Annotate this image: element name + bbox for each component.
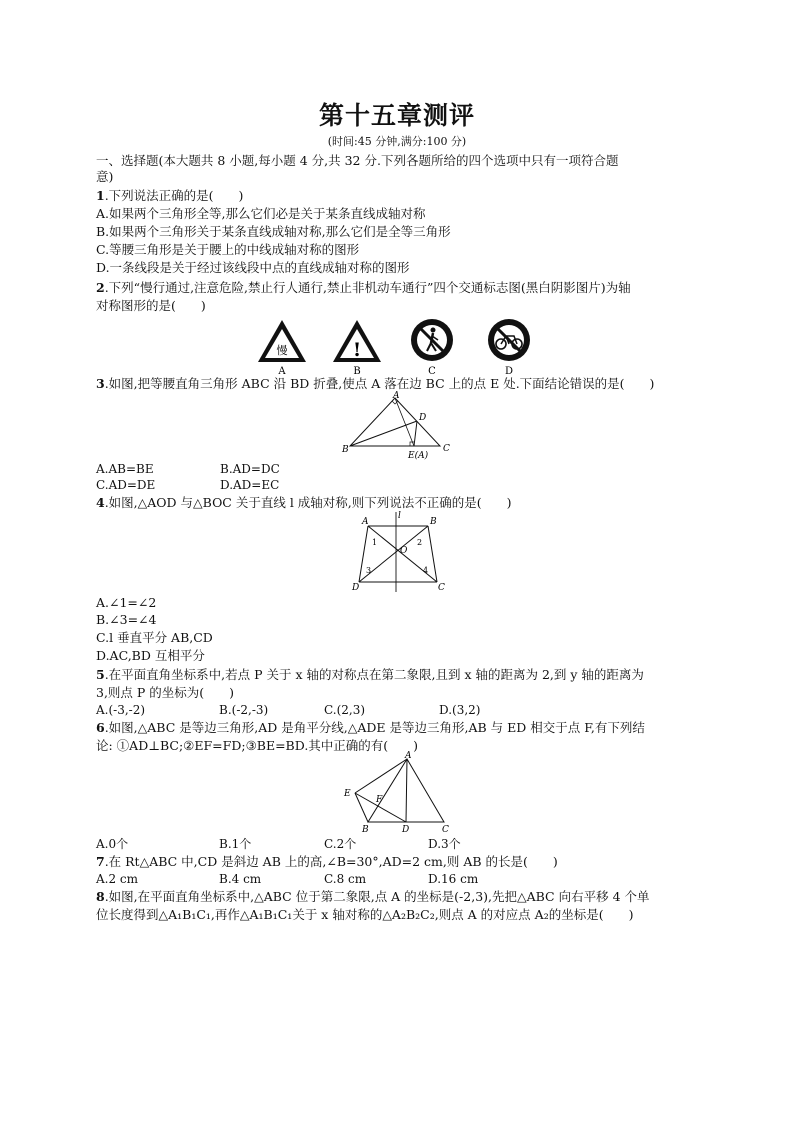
q1-number: 1 [96, 188, 105, 203]
q4-option-b: B.∠3=∠4 [96, 612, 157, 627]
q8-number: 8 [96, 889, 105, 904]
q7-option-d: D.16 cm [428, 872, 479, 886]
q4-label-a: A [362, 517, 369, 527]
q3-label-a: A [393, 391, 400, 401]
q1-option-b: B.如果两个三角形关于某条直线成轴对称,那么它们是全等三角形 [96, 224, 451, 239]
q4-label-1: 1 [372, 538, 378, 547]
q3-option-c: C.AD=DE [96, 478, 156, 492]
q6-stem-cont: 论: ①AD⊥BC;②EF=FD;③BE=BD.其中正确的有( ) [96, 738, 419, 753]
sign-no-bicycle [488, 319, 530, 361]
q7-stem-text: .在 Rt△ABC 中,CD 是斜边 AB 上的高,∠B=30°,AD=2 cm,则 AB 的长是( ) [104, 854, 558, 869]
sign-b-text: ! [352, 339, 362, 361]
q5-option-d: D.(3,2) [439, 703, 481, 717]
q6-number: 6 [96, 720, 105, 735]
q4-label-d: D [352, 583, 360, 593]
q4-option-c: C.l 垂直平分 AB,CD [96, 630, 213, 645]
traffic-signs-figure [250, 316, 550, 376]
page-subtitle: (时间:45 分钟,满分:100 分) [327, 135, 467, 148]
q3-number: 3 [96, 376, 105, 391]
q4-figure [348, 510, 448, 594]
q6-option-c: C.2个 [324, 837, 357, 851]
sign-label-a: A [278, 366, 286, 376]
q6-stem-text: .如图,△ABC 是等边三角形,AD 是角平分线,△ADE 是等边三角形,AB 与 ED 相交于点 F,有下列结 [104, 720, 645, 735]
q3-option-d: D.AD=EC [220, 478, 280, 492]
q2-stem [96, 280, 631, 296]
q7-stem [96, 854, 558, 870]
q5-number: 5 [96, 667, 105, 682]
q4-label-o: O [400, 546, 408, 556]
sign-no-pedestrian [411, 319, 453, 361]
q6-option-a: A.0个 [96, 837, 129, 851]
q6-label-c: C [442, 825, 449, 835]
q3-figure [338, 390, 458, 462]
q6-label-f: F [376, 795, 383, 805]
q7-option-c: C.8 cm [324, 872, 367, 886]
section-heading-cont: 意) [96, 169, 114, 184]
q8-stem-cont: 位长度得到△A₁B₁C₁,再作△A₁B₁C₁关于 x 轴对称的△A₂B₂C₂,则点 A 的对应点 A₂的坐标是( ) [96, 907, 634, 922]
q5-option-a: A.(-3,-2) [96, 703, 146, 717]
q4-label-4: 4 [423, 566, 429, 575]
q3-stem-text: .如图,把等腰直角三角形 ABC 沿 BD 折叠,使点 A 落在边 BC 上的点 E 处.下面结论错误的是( ) [104, 376, 655, 391]
q7-option-b: B.4 cm [219, 872, 262, 886]
q4-label-c: C [438, 583, 445, 593]
q5-stem-cont: 3,则点 P 的坐标为( ) [96, 685, 235, 700]
q5-option-c: C.(2,3) [324, 703, 366, 717]
q4-option-a: A.∠1=∠2 [96, 595, 157, 610]
q4-option-d: D.AC,BD 互相平分 [96, 648, 205, 663]
q6-option-b: B.1个 [219, 837, 252, 851]
q1-option-d: D.一条线段是关于经过该线段中点的直线成轴对称的图形 [96, 260, 410, 275]
q6-label-b: B [362, 825, 369, 835]
q6-figure [336, 750, 462, 836]
q4-label-b: B [430, 517, 437, 527]
sign-label-c: C [428, 366, 436, 376]
q5-option-b: B.(-2,-3) [219, 703, 269, 717]
q5-stem-text: .在平面直角坐标系中,若点 P 关于 x 轴的对称点在第二象限,且到 x 轴的距离为 2,到 y 轴的距离为 [104, 667, 644, 682]
sign-label-b: B [353, 366, 361, 376]
q1-option-a: A.如果两个三角形全等,那么它们必是关于某条直线成轴对称 [96, 206, 426, 221]
q5-stem [96, 667, 644, 683]
q6-option-d: D.3个 [428, 837, 461, 851]
sign-label-d: D [504, 366, 514, 376]
q1-stem [96, 188, 243, 204]
q3-label-d: D [419, 413, 427, 423]
q7-number: 7 [96, 854, 105, 869]
q4-label-2: 2 [417, 538, 423, 547]
q4-stem-text: .如图,△AOD 与△BOC 关于直线 l 成轴对称,则下列说法不正确的是( ) [104, 495, 512, 510]
page-title: 第十五章测评 [318, 101, 475, 130]
q6-label-a: A [405, 751, 412, 761]
q3-label-c: C [443, 444, 450, 454]
q3-label-e: E(A) [408, 451, 429, 461]
q3-option-a: A.AB=BE [96, 462, 154, 476]
q2-stem-text: .下列“慢行通过,注意危险,禁止行人通行,禁止非机动车通行”四个交通标志图(黑白阴影图片)为轴 [104, 280, 631, 295]
q3-label-b: B [342, 445, 349, 455]
q7-option-a: A.2 cm [96, 872, 139, 886]
q4-number: 4 [96, 495, 105, 510]
q2-stem-cont: 对称图形的是( ) [96, 298, 206, 313]
q1-stem-text: .下列说法正确的是( ) [104, 188, 244, 203]
sign-a-text: 慢 [276, 344, 288, 357]
q6-label-d: D [402, 825, 410, 835]
q4-label-3: 3 [366, 566, 372, 575]
q4-stem [96, 495, 512, 511]
q4-label-l: l [398, 511, 401, 521]
q8-stem-text: .如图,在平面直角坐标系中,△ABC 位于第二象限,点 A 的坐标是(-2,3),先把△ABC 向右平移 4 个单 [104, 889, 650, 904]
section-heading: 一、选择题(本大题共 8 小题,每小题 4 分,共 32 分.下列各题所给的四个选项中只有一项符合题 [96, 153, 619, 168]
sign-warning-triangle [333, 320, 381, 362]
q6-stem [96, 720, 645, 736]
q8-stem [96, 889, 650, 905]
q3-option-b: B.AD=DC [220, 462, 280, 476]
sign-slow-triangle [258, 320, 306, 362]
q1-option-c: C.等腰三角形是关于腰上的中线成轴对称的图形 [96, 242, 360, 257]
q2-number: 2 [96, 280, 105, 295]
q6-label-e: E [344, 789, 351, 799]
